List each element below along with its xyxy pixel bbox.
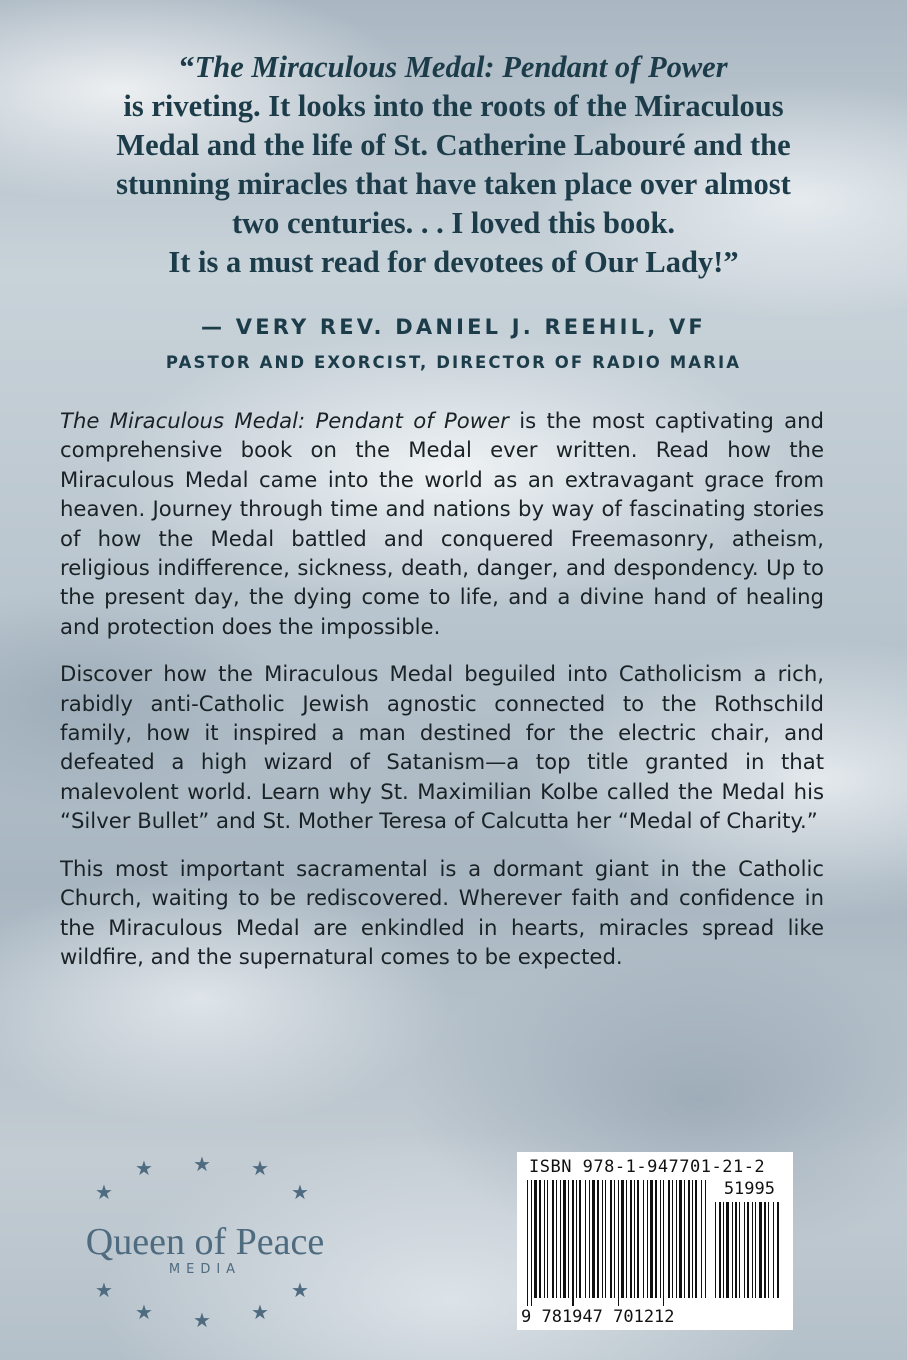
quote-line: is riveting. It looks into the roots of the Miraculous [123,89,784,123]
barcode-bar [655,1180,657,1298]
barcode-bar [597,1180,599,1298]
barcode-bar [556,1180,557,1298]
star-icon: ★ [95,1278,113,1302]
barcode-bar [563,1180,566,1298]
barcode-bar [579,1180,581,1298]
isbn-number: ISBN 978-1-947701-21-2 [529,1157,766,1177]
star-icon: ★ [193,1152,211,1176]
barcode-bar [679,1180,682,1298]
barcode-digits: 9 781947 701212 [521,1307,675,1327]
barcode-bar [759,1202,762,1298]
barcode-bar [605,1180,606,1298]
barcode-bar [572,1180,574,1306]
description-paragraph-3: This most important sacramental is a dormant giant in the Catholic Church, waiting to be rediscovered. Wherever faith and confidence in the Miraculous Medal are enkindled in hearts, miracles spread like wildfire, and the supernatural comes to be expected. [60,855,824,969]
barcode-bar [626,1180,627,1298]
barcode-bar [531,1180,532,1306]
publisher-logo [55,1150,355,1335]
barcode-bar [744,1202,745,1298]
star-icon: ★ [193,1308,211,1332]
star-icon: ★ [251,1156,269,1180]
barcode-bar [684,1180,685,1298]
quote-line: stunning miracles that have taken place over almost [116,167,791,201]
quote-line: “The Miraculous Medal: Pendant of Power [179,50,728,84]
barcode-bar [614,1180,615,1298]
barcode-bar [643,1180,644,1298]
book-title: The Miraculous Medal: Pendant of Power [60,408,509,433]
barcode-bar [735,1202,737,1298]
barcode-bar [544,1180,545,1298]
barcode-bar [672,1180,673,1298]
quote-line: Medal and the life of St. Catherine Labouré and the [116,128,791,162]
barcode-bar [547,1180,548,1298]
book-description [60,406,824,989]
star-icon: ★ [291,1278,309,1302]
star-icon: ★ [135,1156,153,1180]
endorser-name: — VERY REV. DANIEL J. REEHIL, VF [201,315,706,339]
barcode-bar [676,1180,677,1298]
barcode-bar [560,1180,561,1298]
barcode-bar [777,1202,779,1298]
barcode-bar [602,1180,603,1298]
barcode-bar [568,1180,569,1298]
barcode-bar [688,1180,690,1298]
barcode-bar [539,1180,541,1298]
isbn-barcode [517,1152,793,1330]
barcode-bar [739,1202,740,1298]
barcode-bar [695,1180,697,1298]
barcode-bar [701,1180,702,1298]
barcode-bar [747,1202,749,1298]
barcode-bar [715,1202,716,1298]
price-code: 51995 [723,1179,775,1199]
barcode-bar [732,1202,733,1298]
star-icon: ★ [95,1180,113,1204]
description-paragraph-2: Discover how the Miraculous Medal beguiled into Catholicism a rich, rabidly anti-Catholic Jewish agnostic connected to the Rothschild family, how it inspired a man destined for the electric chair, and defeated a high wizard of Satanism—a top title granted in that malevolent world. Learn why St. Maximilian Kolbe called the Medal his “Silver Bullet” and St. Mother Teresa of Calcutta her “Medal of Charity.” [60,661,824,834]
publisher-subtitle: MEDIA [168,1262,242,1277]
barcode-bar [663,1180,664,1306]
barcode-bar [610,1180,612,1298]
barcode-bar [752,1202,753,1298]
barcode-bar [705,1180,706,1298]
endorsement-quote [40,48,867,282]
barcode-bar [723,1202,724,1298]
quote-line: two centuries. . . I loved this book. [231,206,676,240]
barcode-bar [634,1180,635,1298]
barcode-bar [692,1180,693,1298]
barcode-bar [576,1180,577,1298]
barcode-bar [668,1180,670,1298]
barcode-bar [719,1202,721,1298]
barcode-bar [592,1180,595,1298]
star-icon: ★ [291,1180,309,1204]
barcode-bar [585,1180,586,1298]
barcode-bar [552,1180,554,1298]
star-icon: ★ [135,1300,153,1324]
barcode-bar [768,1202,769,1298]
ean-barcode-bars [527,1180,709,1306]
addon-barcode-bars [715,1202,781,1306]
star-icon: ★ [251,1300,269,1324]
barcode-bar [637,1180,639,1298]
barcode-bar [621,1180,624,1298]
barcode-bar [630,1180,632,1298]
barcode-bar [618,1180,619,1306]
quoted-book-title: The Miraculous Medal: Pendant of Power [194,50,728,84]
barcode-bar [660,1180,661,1298]
barcode-bar [647,1180,648,1298]
barcode-bar [755,1202,756,1298]
endorser-title: PASTOR AND EXORCIST, DIRECTOR OF RADIO MARIA [165,353,742,372]
barcode-bar [764,1202,766,1298]
quote-line: It is a must read for devotees of Our Lady!” [168,245,739,279]
description-paragraph-1: The Miraculous Medal: Pendant of Power is the most captivating and comprehensive book on the Medal ever written. Read how the Miraculous Medal came into the world as an extravagant grace from heaven. Journey through time and nations by way of fascinating stories of how the Medal battled and conquered Freemasonry, atheism, religious indifference, sickness, death, danger, and despondency. Up to the present day, the dying come to life, and a divine hand of healing and protection does the impossible. [60,408,824,639]
barcode-bar [726,1202,729,1298]
barcode-bar [527,1180,528,1306]
barcode-bar [650,1180,653,1298]
publisher-name: Queen of Peace [85,1221,325,1263]
barcode-bar [773,1202,774,1298]
barcode-bar [534,1180,537,1298]
barcode-bar [589,1180,590,1298]
